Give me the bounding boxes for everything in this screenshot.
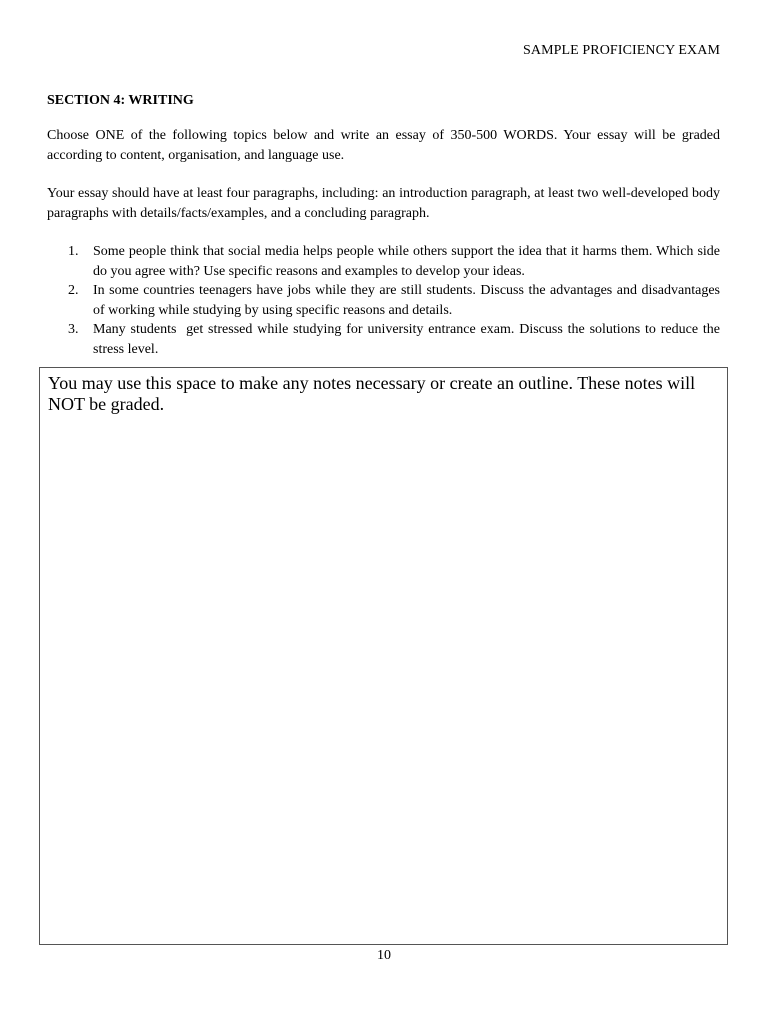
notes-area[interactable] (39, 367, 728, 945)
instruction-paragraph-1: Choose ONE of the following topics below and write an essay of 350-500 WORDS. Your essay will be graded according to content, organisation, and language use. (47, 128, 720, 163)
topic-text: In some countries teenagers have jobs while they are still students. Discuss the advantages and disadvantages of working while studying by using specific reasons and details. (93, 283, 720, 318)
topic-text: Some people think that social media helps people while others support the idea that it harms them. Which side do you agree with? Use specific reasons and examples to develop your ideas. (93, 244, 720, 279)
topic-number: 2. (68, 283, 79, 298)
topic-item-3 (47, 320, 724, 359)
topic-item-2 (47, 281, 720, 320)
topic-list (47, 242, 724, 359)
instruction-paragraph-2: Your essay should have at least four paragraphs, including: an introduction paragraph, at least two well-developed body paragraphs with details/facts/examples, and a concluding paragraph. (47, 186, 720, 221)
topic-number: 1. (68, 244, 79, 259)
running-header: SAMPLE PROFICIENCY EXAM (522, 43, 720, 58)
section-title: SECTION 4: WRITING (47, 93, 194, 108)
notes-instruction: You may use this space to make any notes necessary or create an outline. These notes will NOT be graded. (48, 373, 696, 414)
page-number: 10 (377, 948, 391, 963)
topic-number: 3. (68, 322, 79, 337)
topic-text: Many students get stressed while studying for university entrance exam. Discuss the solutions to reduce the stress level. (93, 322, 724, 357)
topic-item-1 (47, 242, 720, 281)
